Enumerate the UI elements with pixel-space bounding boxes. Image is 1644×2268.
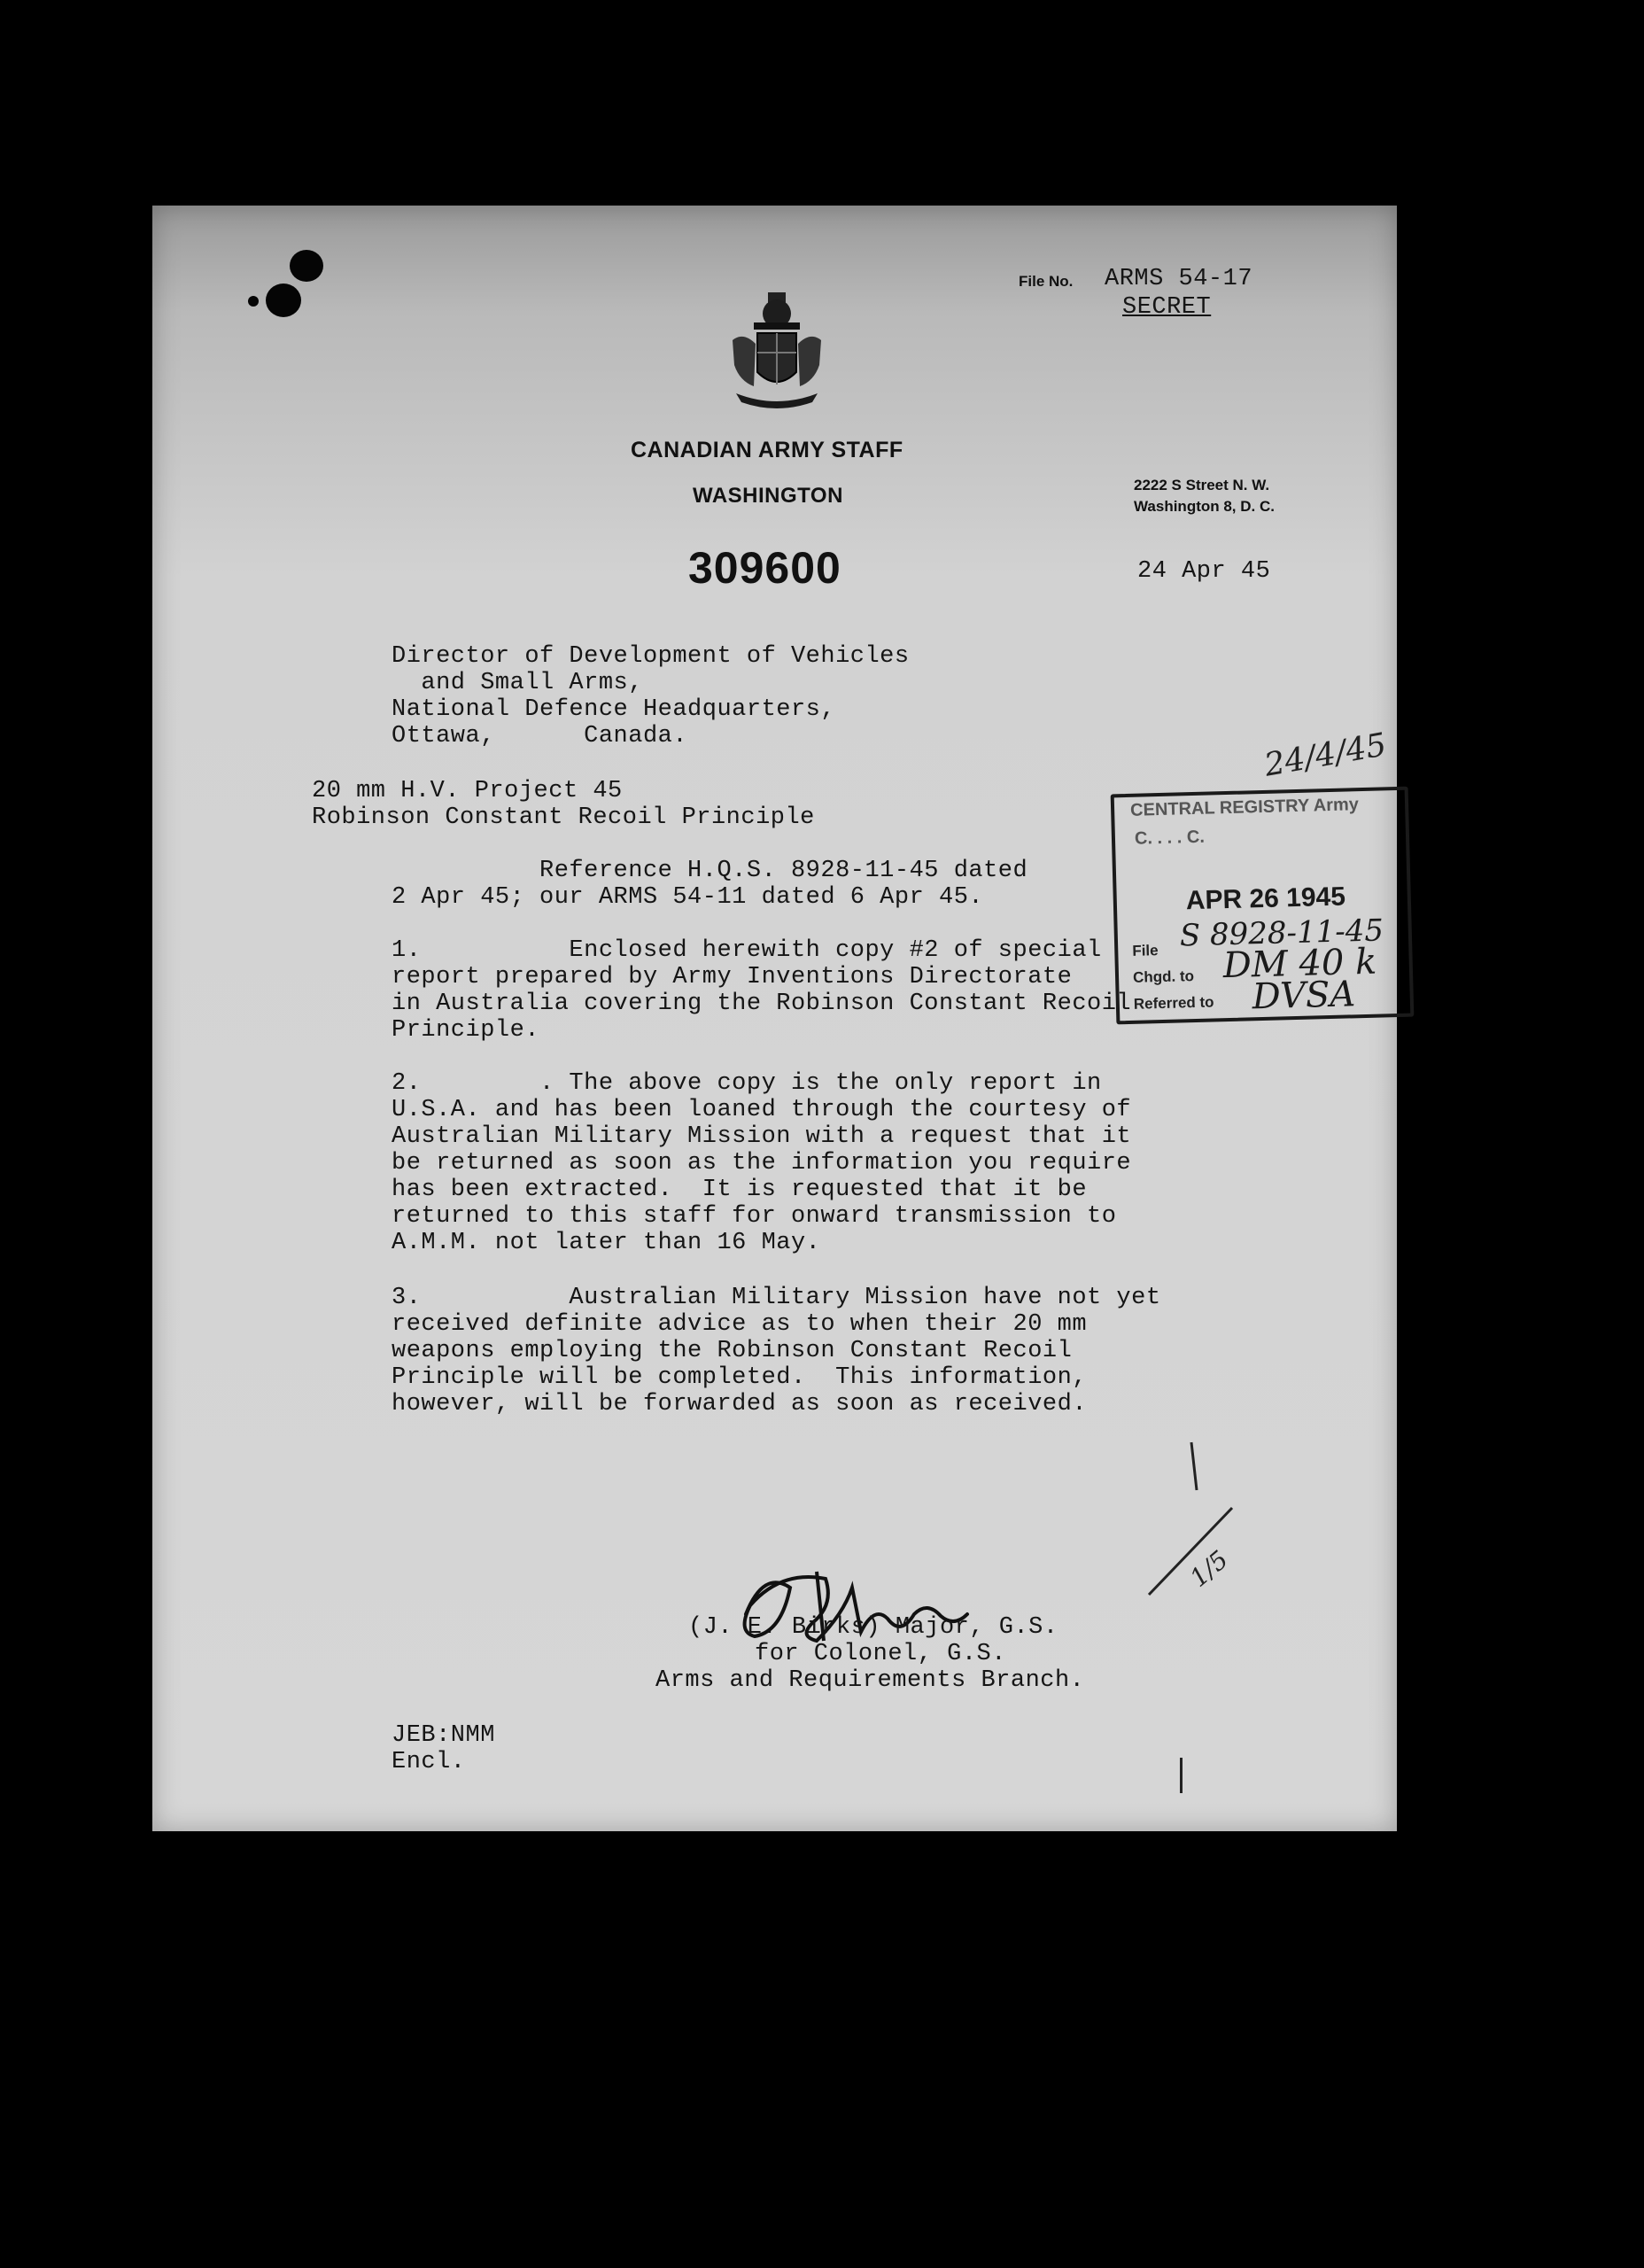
addressee-line: National Defence Headquarters, [392,696,836,723]
reference-initials: JEB:NMM [392,1722,495,1749]
letter-date: 24 Apr 45 [1137,558,1271,585]
body-line: however, will be forwarded as soon as received. [392,1391,1088,1418]
body-line: Australian Military Mission with a request that it [392,1123,1132,1150]
body-line: received definite advice as to when their 20 mm [392,1311,1088,1338]
stamp-title: CENTRAL REGISTRY Army [1129,795,1360,820]
body-line: U.S.A. and has been loaned through the courtesy of [392,1097,1132,1123]
stamp-file-value: S 8928-11-45 [1179,913,1384,954]
document-number: 309600 [688,543,841,593]
body-line: weapons employing the Robinson Constant Recoil [392,1338,1073,1364]
reference-line: 2 Apr 45; our ARMS 54-11 dated 6 Apr 45. [392,884,984,911]
address-line-1: 2222 S Street N. W. [1134,477,1270,493]
subject-line: Robinson Constant Recoil Principle [312,804,815,831]
punch-hole [290,250,323,282]
body-line: Principle will be completed. This information, [392,1364,1088,1391]
body-line: be returned as soon as the information you require [392,1150,1132,1177]
registry-stamp [1111,787,1415,1025]
signer-for: for Colonel, G.S. [755,1641,1006,1667]
stamp-subtitle: C. . . . C. [1134,827,1206,849]
punch-hole [266,284,301,317]
document-page [152,206,1397,1831]
body-line: report prepared by Army Inventions Directorate [392,964,1073,990]
org-city: WASHINGTON [693,484,843,508]
body-line: returned to this staff for onward transmission to [392,1203,1117,1230]
addressee-line: Director of Development of Vehicles [392,643,910,670]
stamp-date: APR 26 1945 [1185,882,1346,916]
reference-line: Reference H.Q.S. 8928-11-45 dated [392,858,1028,884]
stamp-chgd-value: DM 40 k [1222,941,1377,987]
classification: SECRET [1122,294,1212,321]
body-line: Principle. [392,1017,540,1044]
enclosure-note: Encl. [392,1749,466,1775]
signer-name: (J. E. Birks) Major, G.S. [688,1614,1059,1641]
file-number: ARMS 54-17 [1105,266,1253,292]
body-line: 2. . The above copy is the only report in [392,1070,1102,1097]
stamp-chgd-label: Chgd. to [1132,967,1195,986]
margin-fraction: 1/5 [1184,1544,1234,1593]
stamp-margin-date: 24/4/45 [1261,726,1390,784]
stamp-referred-value: DVSA [1252,974,1356,1018]
margin-pencil-mark [1140,1437,1255,1614]
org-name: CANADIAN ARMY STAFF [631,438,903,462]
coat-of-arms-icon [724,287,830,411]
stamp-file-label: File [1132,942,1159,959]
subject-line: 20 mm H.V. Project 45 [312,778,623,804]
body-line: in Australia covering the Robinson Constant Recoil [392,990,1132,1017]
body-line: 1. Enclosed herewith copy #2 of special [392,937,1102,964]
body-line: A.M.M. not later than 16 May. [392,1230,821,1256]
address-line-2: Washington 8, D. C. [1134,498,1275,515]
addressee-line: and Small Arms, [392,670,643,696]
body-line: 3. Australian Military Mission have not yet [392,1285,1161,1311]
punch-hole [248,296,259,307]
stamp-referred-label: Referred to [1133,993,1214,1013]
body-line: has been extracted. It is requested that it be [392,1177,1088,1203]
addressee-line: Ottawa, Canada. [392,723,688,750]
signer-branch: Arms and Requirements Branch. [655,1667,1085,1694]
file-no-label: File No. [1019,273,1074,290]
margin-tick [1180,1758,1183,1793]
